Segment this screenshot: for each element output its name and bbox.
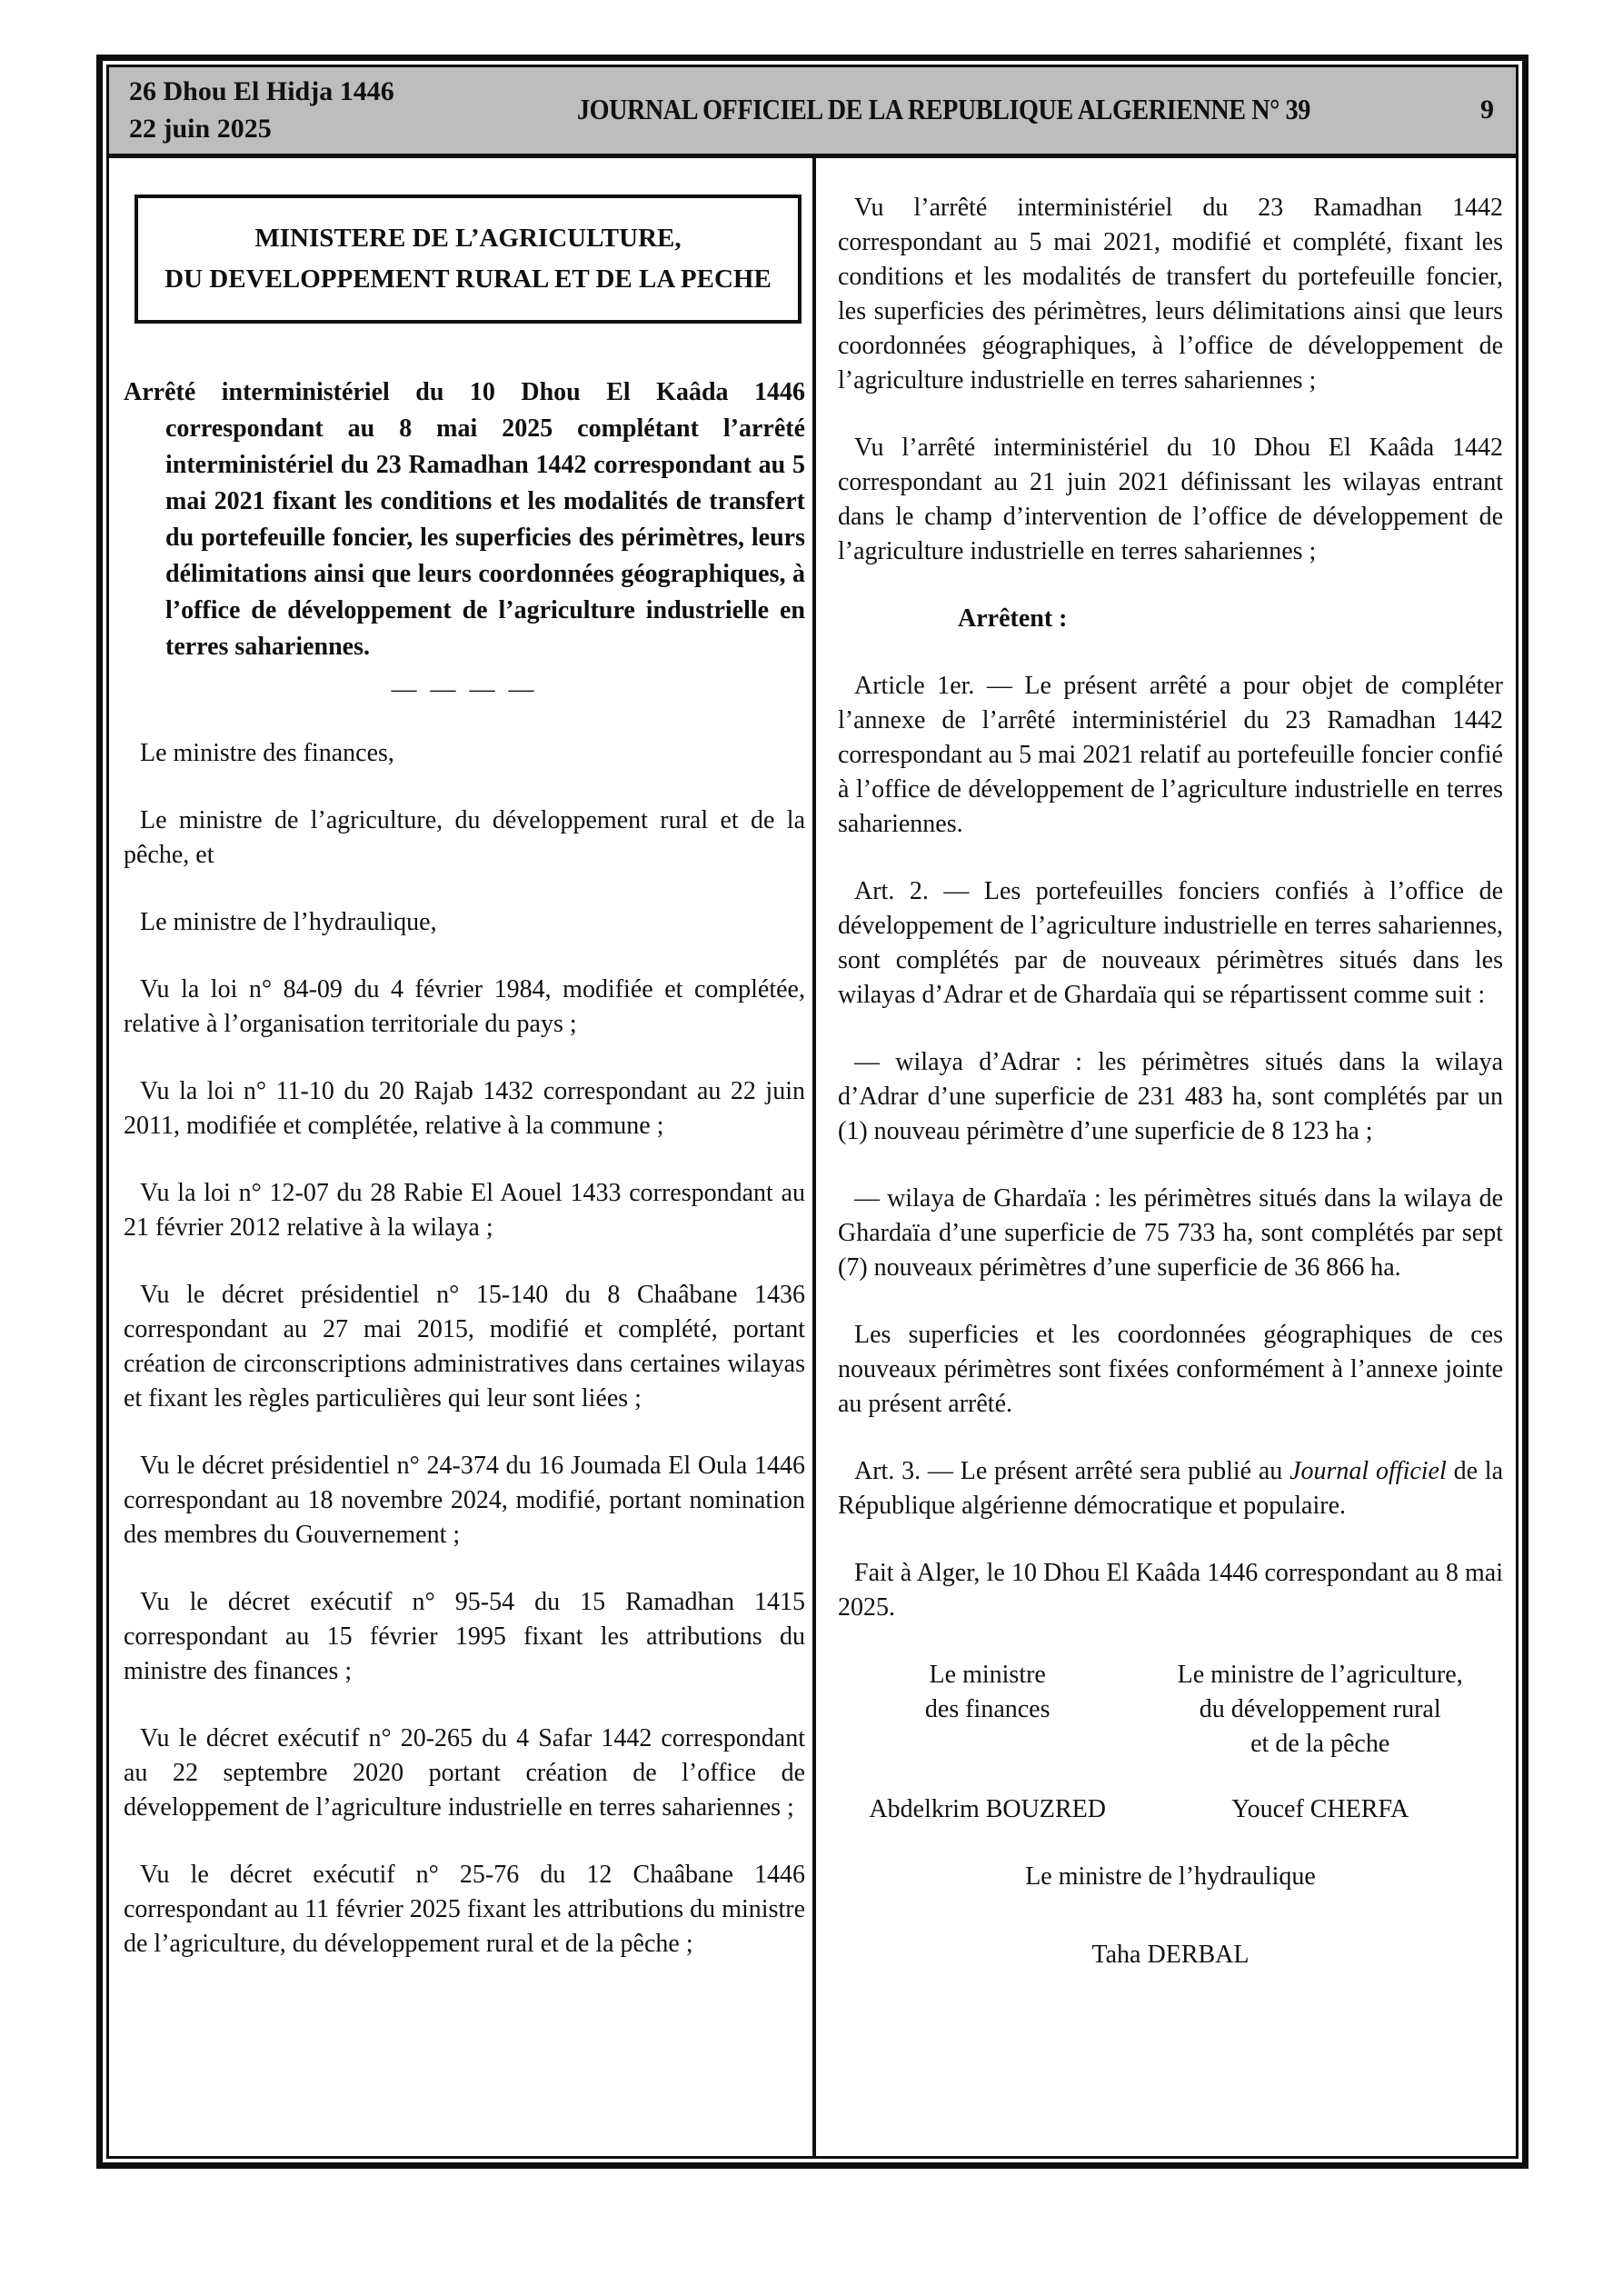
arretent-heading: Arrêtent : (958, 604, 1068, 633)
decree-title-paragraph: Arrêté interministériel du 10 Dhou El Kaâda 1446 correspondant au 8 mai 2025 complétant l’arrêté interministériel du 23 Ramadhan 1442 correspondant au 5 mai 2021 fixant les conditions et les modalités de transfert du portefeuille foncier, les superficies des périmètres, leurs délimitations ainsi que leurs coordonnées géographiques, à l’office de développement de l’agriculture industrielle en terres sahariennes. (124, 378, 805, 661)
minister-line: Le ministre de l’agriculture, du développement rural et de la pêche, et (124, 806, 805, 869)
signature-name-bouzred: Abdelkrim BOUZRED (869, 1795, 1106, 1823)
page-frame (96, 55, 1528, 2169)
header-date-hijri: 26 Dhou El Hidja 1446 (129, 75, 394, 106)
content-columns (109, 158, 1516, 2156)
legal-reference-paragraph: Vu le décret présidentiel n° 15-140 du 8 Chaâbane 1436 correspondant au 27 mai 2015, modifié et complété, portant création de circonscriptions administratives dans certaines wilayas et fixant les règles particulières qui leur sont liées ; (124, 1281, 805, 1413)
wilaya-item: — wilaya d’Adrar : les périmètres situés dans la wilaya d’Adrar d’une superficie de 231 483 ha, sont complétés par un (1) nouveau périmètre d’une superficie de 8 123 ha ; (838, 1048, 1503, 1145)
signature-name-derbal: Taha DERBAL (1091, 1941, 1250, 1969)
legal-reference-paragraph: Vu la loi n° 12-07 du 28 Rabie El Aouel 1433 correspondant au 21 février 2012 relative à la wilaya ; (124, 1179, 805, 1242)
art3-post: de la République algérienne démocratique et populaire. (838, 1457, 1503, 1520)
legal-reference-paragraph: Vu le décret présidentiel n° 24-374 du 16 Joumada El Oula 1446 correspondant au 18 novembre 2024, modifié, portant nomination des membres du Gouvernement ; (124, 1452, 805, 1549)
right-column (812, 158, 1516, 2156)
ministry-title-box (134, 195, 802, 324)
signature-title-hydraulique: Le ministre de l’hydraulique (1025, 1862, 1316, 1891)
page-number: 9 (1480, 94, 1494, 125)
legal-reference-paragraph: Vu l’arrêté interministériel du 23 Ramadhan 1442 correspondant au 5 mai 2021, modifié et complété, fixant les conditions et les modalités de transfert du portefeuille foncier, les superficies des périmètres, leurs délimitations ainsi que leurs coordonnées géographiques, à l’office de développement de l’agriculture industrielle en terres sahariennes ; (838, 194, 1503, 394)
legal-reference-paragraph: Vu l’arrêté interministériel du 10 Dhou El Kaâda 1442 correspondant au 21 juin 2021 définissant les wilayas entrant dans le champ d’intervention de l’office de développement de l’agriculture industrielle en terres sahariennes ; (838, 434, 1503, 565)
journal-title: JOURNAL OFFICIEL DE LA REPUBLIQUE ALGERIENNE N° 39 (576, 93, 1310, 125)
article-paragraph: Les superficies et les coordonnées géographiques de ces nouveaux périmètres sont fixées conformément à l’annexe jointe au présent arrêté. (838, 1321, 1503, 1418)
minister-line: Le ministre de l’hydraulique, (140, 908, 437, 936)
article-paragraph: Article 1er. — Le présent arrêté a pour objet de compléter l’annexe de l’arrêté interministériel du 23 Ramadhan 1442 correspondant au 5 mai 2021 relatif au portefeuille foncier confié à l’office de développement de l’agriculture industrielle en terres sahariennes. (838, 672, 1503, 838)
ministry-title-line2: DU DEVELOPPEMENT RURAL ET DE LA PECHE (164, 265, 772, 294)
article-paragraph: Art. 2. — Les portefeuilles fonciers confiés à l’office de développement de l’agriculture industrielle en terres sahariennes, sont complétés par de nouveaux périmètres situés dans les wilayas d’Adrar et de Ghardaïa qui se répartissent comme suit : (838, 877, 1503, 1009)
art3-journal-officiel-italic: Journal officiel (1289, 1457, 1447, 1485)
header-dates (129, 73, 456, 147)
header-band (109, 67, 1516, 158)
legal-reference-paragraph: Vu la loi n° 11-10 du 20 Rajab 1432 correspondant au 22 juin 2011, modifiée et complétée, relative à la commune ; (124, 1077, 805, 1140)
header-date-gregorian: 22 juin 2025 (129, 113, 272, 144)
article-paragraph (838, 1454, 1503, 1523)
signature-titles-row (838, 1658, 1503, 1762)
left-column (109, 158, 812, 2156)
art3-pre: Art. 3. — Le présent arrêté sera publié au (854, 1457, 1290, 1485)
legal-reference-paragraph: Vu le décret exécutif n° 25-76 du 12 Chaâbane 1446 correspondant au 11 février 2025 fixant les attributions du ministre de l’agriculture, du développement rural et de la pêche ; (124, 1861, 805, 1958)
legal-reference-paragraph: Vu le décret exécutif n° 95-54 du 15 Ramadhan 1415 correspondant au 15 février 1995 fixant les attributions du ministre des finances ; (124, 1588, 805, 1685)
fait-a-alger-paragraph: Fait à Alger, le 10 Dhou El Kaâda 1446 correspondant au 8 mai 2025. (838, 1559, 1503, 1622)
page-frame-inner (106, 65, 1518, 2159)
legal-reference-paragraph: Vu la loi n° 84-09 du 4 février 1984, modifiée et complétée, relative à l’organisation territoriale du pays ; (124, 975, 805, 1038)
signature-names-row (838, 1792, 1503, 1827)
minister-line: Le ministre des finances, (140, 739, 394, 767)
signature-name-cherfa: Youcef CHERFA (1231, 1795, 1409, 1823)
wilaya-item: — wilaya de Ghardaïa : les périmètres situés dans la wilaya de Ghardaïa d’une superficie de 75 733 ha, sont complétés par sept (7) nouveaux périmètres d’une superficie de 36 866 ha. (838, 1184, 1503, 1282)
ministry-title-line1: MINISTERE DE L’AGRICULTURE, (254, 224, 682, 253)
legal-reference-paragraph: Vu le décret exécutif n° 20-265 du 4 Safar 1442 correspondant au 22 septembre 2020 portant création de l’office de développement de l’agriculture industrielle en terres sahariennes ; (124, 1724, 805, 1822)
signature-title-finances: Le ministre des finances (924, 1661, 1050, 1723)
dash-separator: — — — — (391, 675, 538, 704)
signature-title-agriculture: Le ministre de l’agriculture, du développement rural et de la pêche (1177, 1661, 1463, 1758)
